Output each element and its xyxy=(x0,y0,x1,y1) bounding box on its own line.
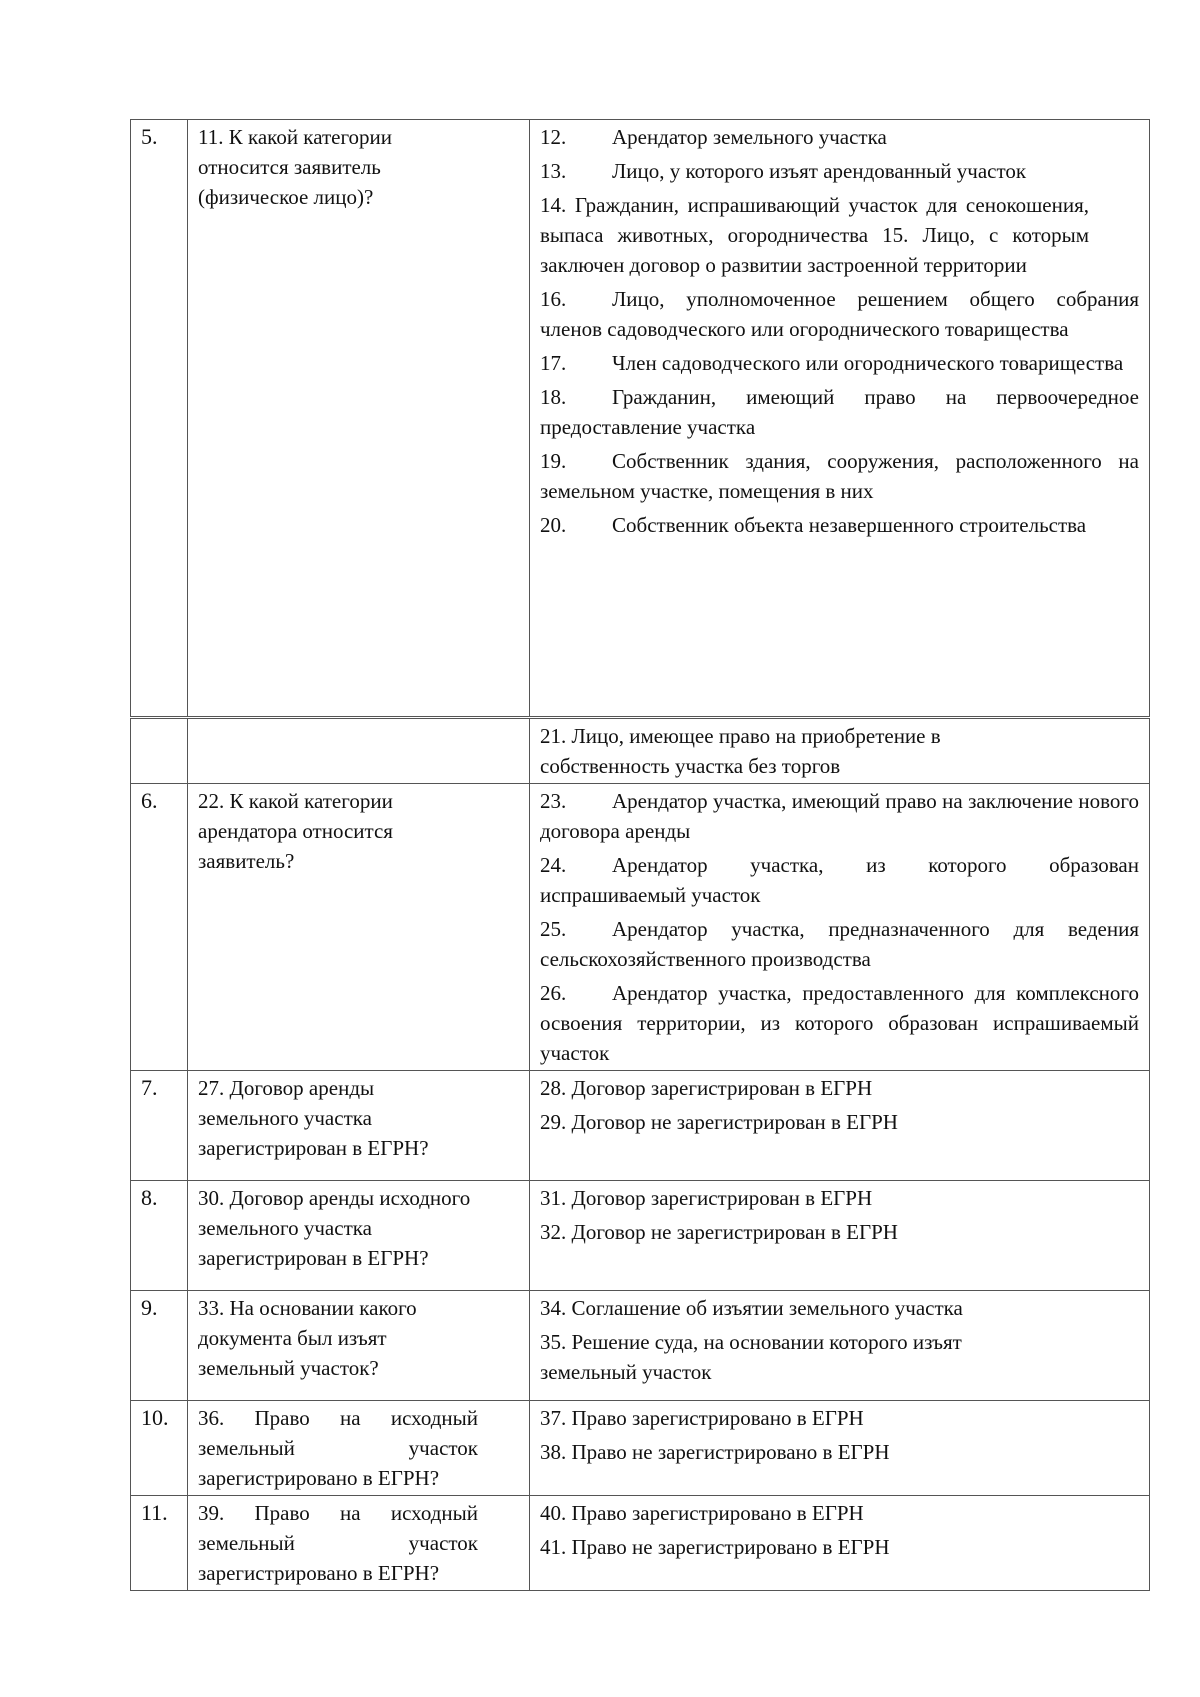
answer-number: 28. xyxy=(540,1076,567,1100)
answer-item xyxy=(540,978,1139,1068)
answer-number: 32. xyxy=(540,1220,567,1244)
answer-number: 23. xyxy=(540,789,567,813)
answer-item xyxy=(540,1183,1139,1213)
answer-text: Гражданин, испрашивающий участок для сенокошения, выпаса животных, огородничества 15. Лицо, с которым заключен договор о развитии застроенной территории xyxy=(540,193,1090,277)
row-number xyxy=(131,719,188,784)
answers-cell xyxy=(530,120,1150,717)
answer-text: Право зарегистрировано в ЕГРН xyxy=(571,1406,864,1430)
answer-number: 13. xyxy=(540,159,567,183)
answer-item xyxy=(540,382,1139,442)
answer-item xyxy=(540,721,1139,781)
answer-text: Лицо, уполномоченное решением общего собрания членов садоводческого или огороднического товарищества xyxy=(540,287,1139,341)
question-cell: 22. К какой категории арендатора относится заявитель? xyxy=(188,784,530,1071)
answer-text: Собственник здания, сооружения, расположенного на земельном участке, помещения в них xyxy=(540,449,1139,503)
row-number: 11. xyxy=(131,1496,188,1591)
answer-text: Договор не зарегистрирован в ЕГРН xyxy=(571,1110,898,1134)
answer-item xyxy=(540,1107,1139,1137)
question-cell xyxy=(188,1401,530,1496)
question-cell xyxy=(188,1496,530,1591)
answer-text: Право зарегистрировано в ЕГРН xyxy=(571,1501,864,1525)
answer-number: 16. xyxy=(540,287,567,311)
answer-item xyxy=(540,850,1139,910)
answer-text: Гражданин, имеющий право на первоочередное предоставление участка xyxy=(540,385,1139,439)
answer-text: Арендатор участка, предназначенного для ведения сельскохозяйственного производства xyxy=(540,917,1139,971)
row-number: 6. xyxy=(131,784,188,1071)
question-text: 36. Право на исходный земельный участок зарегистрировано в ЕГРН? xyxy=(198,1406,478,1490)
table-row xyxy=(131,1071,1150,1181)
answer-number: 14. xyxy=(540,193,567,217)
table-row xyxy=(131,1496,1150,1591)
row-number: 8. xyxy=(131,1181,188,1291)
question-cell xyxy=(188,719,530,784)
answer-item xyxy=(540,122,1139,152)
answer-item xyxy=(540,190,1139,280)
answers-cell xyxy=(530,1496,1150,1591)
answer-number: 25. xyxy=(540,917,567,941)
questionnaire-table-part-1 xyxy=(130,119,1150,717)
answers-cell xyxy=(530,1071,1150,1181)
table-row xyxy=(131,120,1150,717)
answer-item xyxy=(540,1327,1139,1387)
answer-item xyxy=(540,156,1139,186)
answer-item xyxy=(540,1217,1139,1247)
answer-number: 12. xyxy=(540,125,567,149)
answer-item xyxy=(540,914,1139,974)
answer-text: Арендатор участка, предоставленного для комплексного освоения территории, из которого образован испрашиваемый участок xyxy=(540,981,1139,1065)
answer-item xyxy=(540,348,1139,378)
question-cell: 11. К какой категории относится заявитель (физическое лицо)? xyxy=(188,120,530,717)
answer-number: 34. xyxy=(540,1296,567,1320)
questionnaire-table-part-2 xyxy=(130,718,1150,1591)
row-number: 10. xyxy=(131,1401,188,1496)
answer-number: 35. xyxy=(540,1330,567,1354)
table-row xyxy=(131,719,1150,784)
answer-text: Соглашение об изъятии земельного участка xyxy=(571,1296,963,1320)
answer-number: 20. xyxy=(540,513,567,537)
answer-item xyxy=(540,786,1139,846)
table-row xyxy=(131,1401,1150,1496)
table-row xyxy=(131,1181,1150,1291)
answer-item xyxy=(540,1437,1139,1467)
answers-cell xyxy=(530,719,1150,784)
answer-text: Договор не зарегистрирован в ЕГРН xyxy=(571,1220,898,1244)
answers-cell xyxy=(530,1401,1150,1496)
answer-text: Договор зарегистрирован в ЕГРН xyxy=(571,1076,873,1100)
answer-number: 18. xyxy=(540,385,567,409)
answer-number: 24. xyxy=(540,853,567,877)
table-row xyxy=(131,1291,1150,1401)
answer-number: 41. xyxy=(540,1535,567,1559)
answer-item xyxy=(540,284,1139,344)
answer-number: 29. xyxy=(540,1110,567,1134)
answer-item xyxy=(540,1403,1139,1433)
answer-number: 21. xyxy=(540,724,567,748)
answer-number: 38. xyxy=(540,1440,567,1464)
answer-item xyxy=(540,1293,1139,1323)
answer-text: Арендатор участка, имеющий право на заключение нового договора аренды xyxy=(540,789,1139,843)
answer-number: 17. xyxy=(540,351,567,375)
answers-cell xyxy=(530,784,1150,1071)
answer-item xyxy=(540,1532,1139,1562)
answer-number: 40. xyxy=(540,1501,567,1525)
answer-text: Право не зарегистрировано в ЕГРН xyxy=(571,1535,890,1559)
row-number: 9. xyxy=(131,1291,188,1401)
answers-cell xyxy=(530,1181,1150,1291)
answer-text: Арендатор земельного участка xyxy=(612,125,887,149)
answer-text: Арендатор участка, из которого образован испрашиваемый участок xyxy=(540,853,1139,907)
table-row xyxy=(131,784,1150,1071)
answer-item xyxy=(540,446,1139,506)
answer-item xyxy=(540,1073,1139,1103)
answer-item xyxy=(540,510,1139,540)
answer-number: 19. xyxy=(540,449,567,473)
answer-text: Член садоводческого или огороднического товарищества xyxy=(612,351,1124,375)
answer-text: Право не зарегистрировано в ЕГРН xyxy=(571,1440,890,1464)
question-cell: 33. На основании какого документа был изъят земельный участок? xyxy=(188,1291,530,1401)
answer-text: Договор зарегистрирован в ЕГРН xyxy=(571,1186,873,1210)
row-number: 7. xyxy=(131,1071,188,1181)
answer-text: Решение суда, на основании которого изъят земельный участок xyxy=(540,1330,962,1384)
question-cell: 27. Договор аренды земельного участка зарегистрирован в ЕГРН? xyxy=(188,1071,530,1181)
answers-cell xyxy=(530,1291,1150,1401)
answer-number: 26. xyxy=(540,981,567,1005)
question-cell: 30. Договор аренды исходного земельного участка зарегистрирован в ЕГРН? xyxy=(188,1181,530,1291)
answer-text: Лицо, имеющее право на приобретение в собственность участка без торгов xyxy=(540,724,941,778)
question-text: 39. Право на исходный земельный участок зарегистрировано в ЕГРН? xyxy=(198,1501,478,1585)
answer-text: Лицо, у которого изъят арендованный участок xyxy=(612,159,1027,183)
answer-item xyxy=(540,1498,1139,1528)
answer-text: Собственник объекта незавершенного строительства xyxy=(612,513,1087,537)
answer-number: 37. xyxy=(540,1406,567,1430)
row-number: 5. xyxy=(131,120,188,717)
answer-number: 31. xyxy=(540,1186,567,1210)
